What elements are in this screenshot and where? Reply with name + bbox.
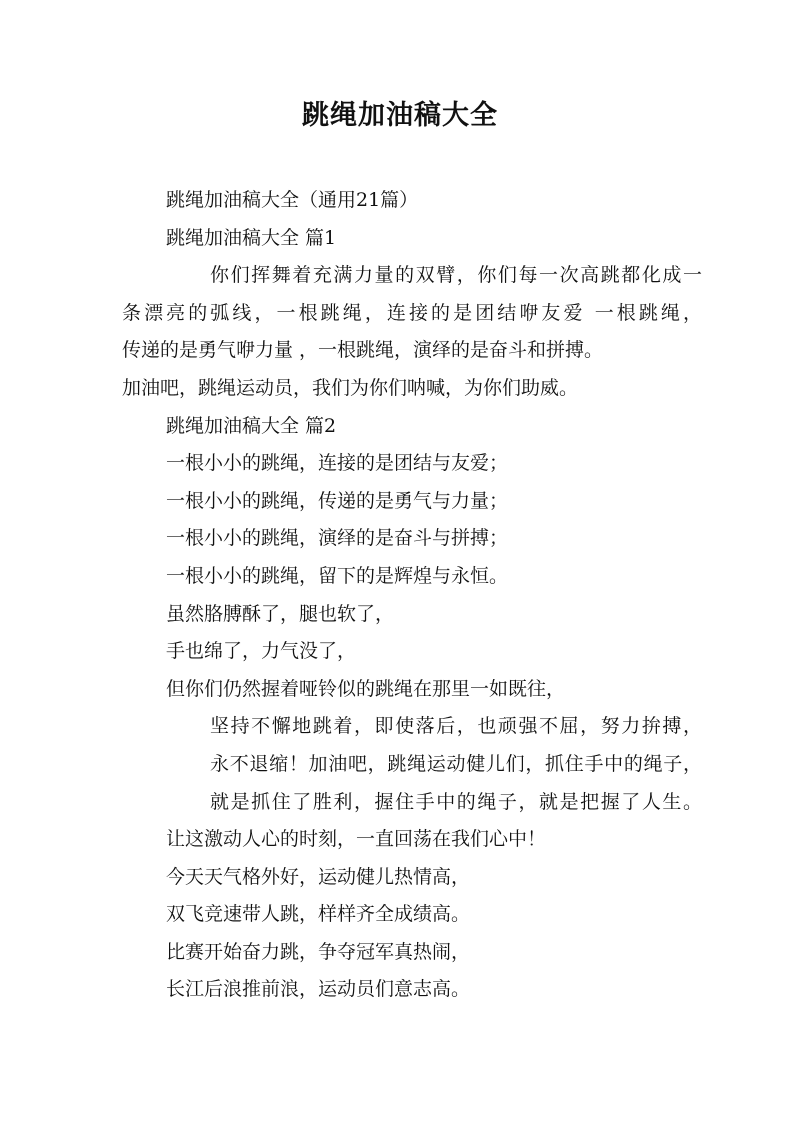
text-line [122,520,702,558]
paragraph-line: 加油吧，跳绳运动员，我们为你们呐喊，为你们助威。 [122,376,579,399]
text-line [122,746,702,784]
paragraph-line: 你们挥舞着充满力量的双臂，你们每一次高跳都化成一 [210,264,702,287]
paragraph-line: 一根小小的跳绳，传递的是勇气与力量； [166,489,509,512]
text-line [122,445,702,483]
text-line [122,708,702,746]
text-line [122,971,702,1009]
paragraph-line: 今天天气格外好，运动健儿热情高， [166,865,471,888]
paragraph-line: 坚持不懈地跳着，即使落后，也顽强不屈，努力拚搏， [210,715,702,738]
text-line [122,821,702,859]
paragraph-line: 永不退缩！加油吧，跳绳运动健儿们，抓住手中的绳子， [210,752,702,775]
paragraph-line: 一根小小的跳绳，连接的是团结与友爱； [166,452,509,475]
text-line [122,671,702,709]
text-line [122,596,702,634]
paragraph-line: 双飞竞速带人跳，样样齐全成绩高。 [166,903,471,926]
paragraph-line: 一根小小的跳绳，演绎的是奋斗与拼搏； [166,527,509,550]
text-line [122,784,702,822]
paragraph-line: 长江后浪推前浪，运动员们意志高。 [166,978,471,1001]
document-body [122,182,702,1009]
text-line [122,220,702,258]
document-title: 跳绳加油稿大全 [302,100,498,131]
text-line [122,859,702,897]
text-line [122,483,702,521]
text-line [122,934,702,972]
section-heading-2: 跳绳加油稿大全 篇2 [166,414,337,437]
text-line [122,295,702,333]
paragraph-line: 条漂亮的弧线，一根跳绳，连接的是团结咿友爱 一根跳绳， [122,301,702,324]
paragraph-line: 虽然胳膊酥了，腿也软了， [166,602,395,625]
paragraph-line: 一根小小的跳绳，留下的是辉煌与永恒。 [166,564,509,587]
text-line [122,370,702,408]
paragraph-line: 让这激动人心的时刻，一直回荡在我们心中！ [166,828,547,851]
text-line [122,408,702,446]
text-line [122,257,702,295]
text-line [122,633,702,671]
text-line [122,182,702,220]
text-line [122,332,702,370]
section-heading-1: 跳绳加油稿大全 篇1 [166,226,337,249]
text-line [122,896,702,934]
paragraph-line: 手也绵了，力气没了， [166,640,357,663]
paragraph-line: 比赛开始奋力跳，争夺冠军真热闹， [166,940,471,963]
paragraph-line: 但你们仍然握着哑铃似的跳绳在那里一如既往， [166,677,566,700]
text-line [122,558,702,596]
paragraph-line: 传递的是勇气咿力量 ，一根跳绳，演绎的是奋斗和拼搏。 [122,339,604,362]
subtitle-text: 跳绳加油稿大全（通用21篇） [166,189,419,211]
paragraph-line: 就是抓住了胜利，握住手中的绳子，就是把握了人生。 [210,790,702,813]
